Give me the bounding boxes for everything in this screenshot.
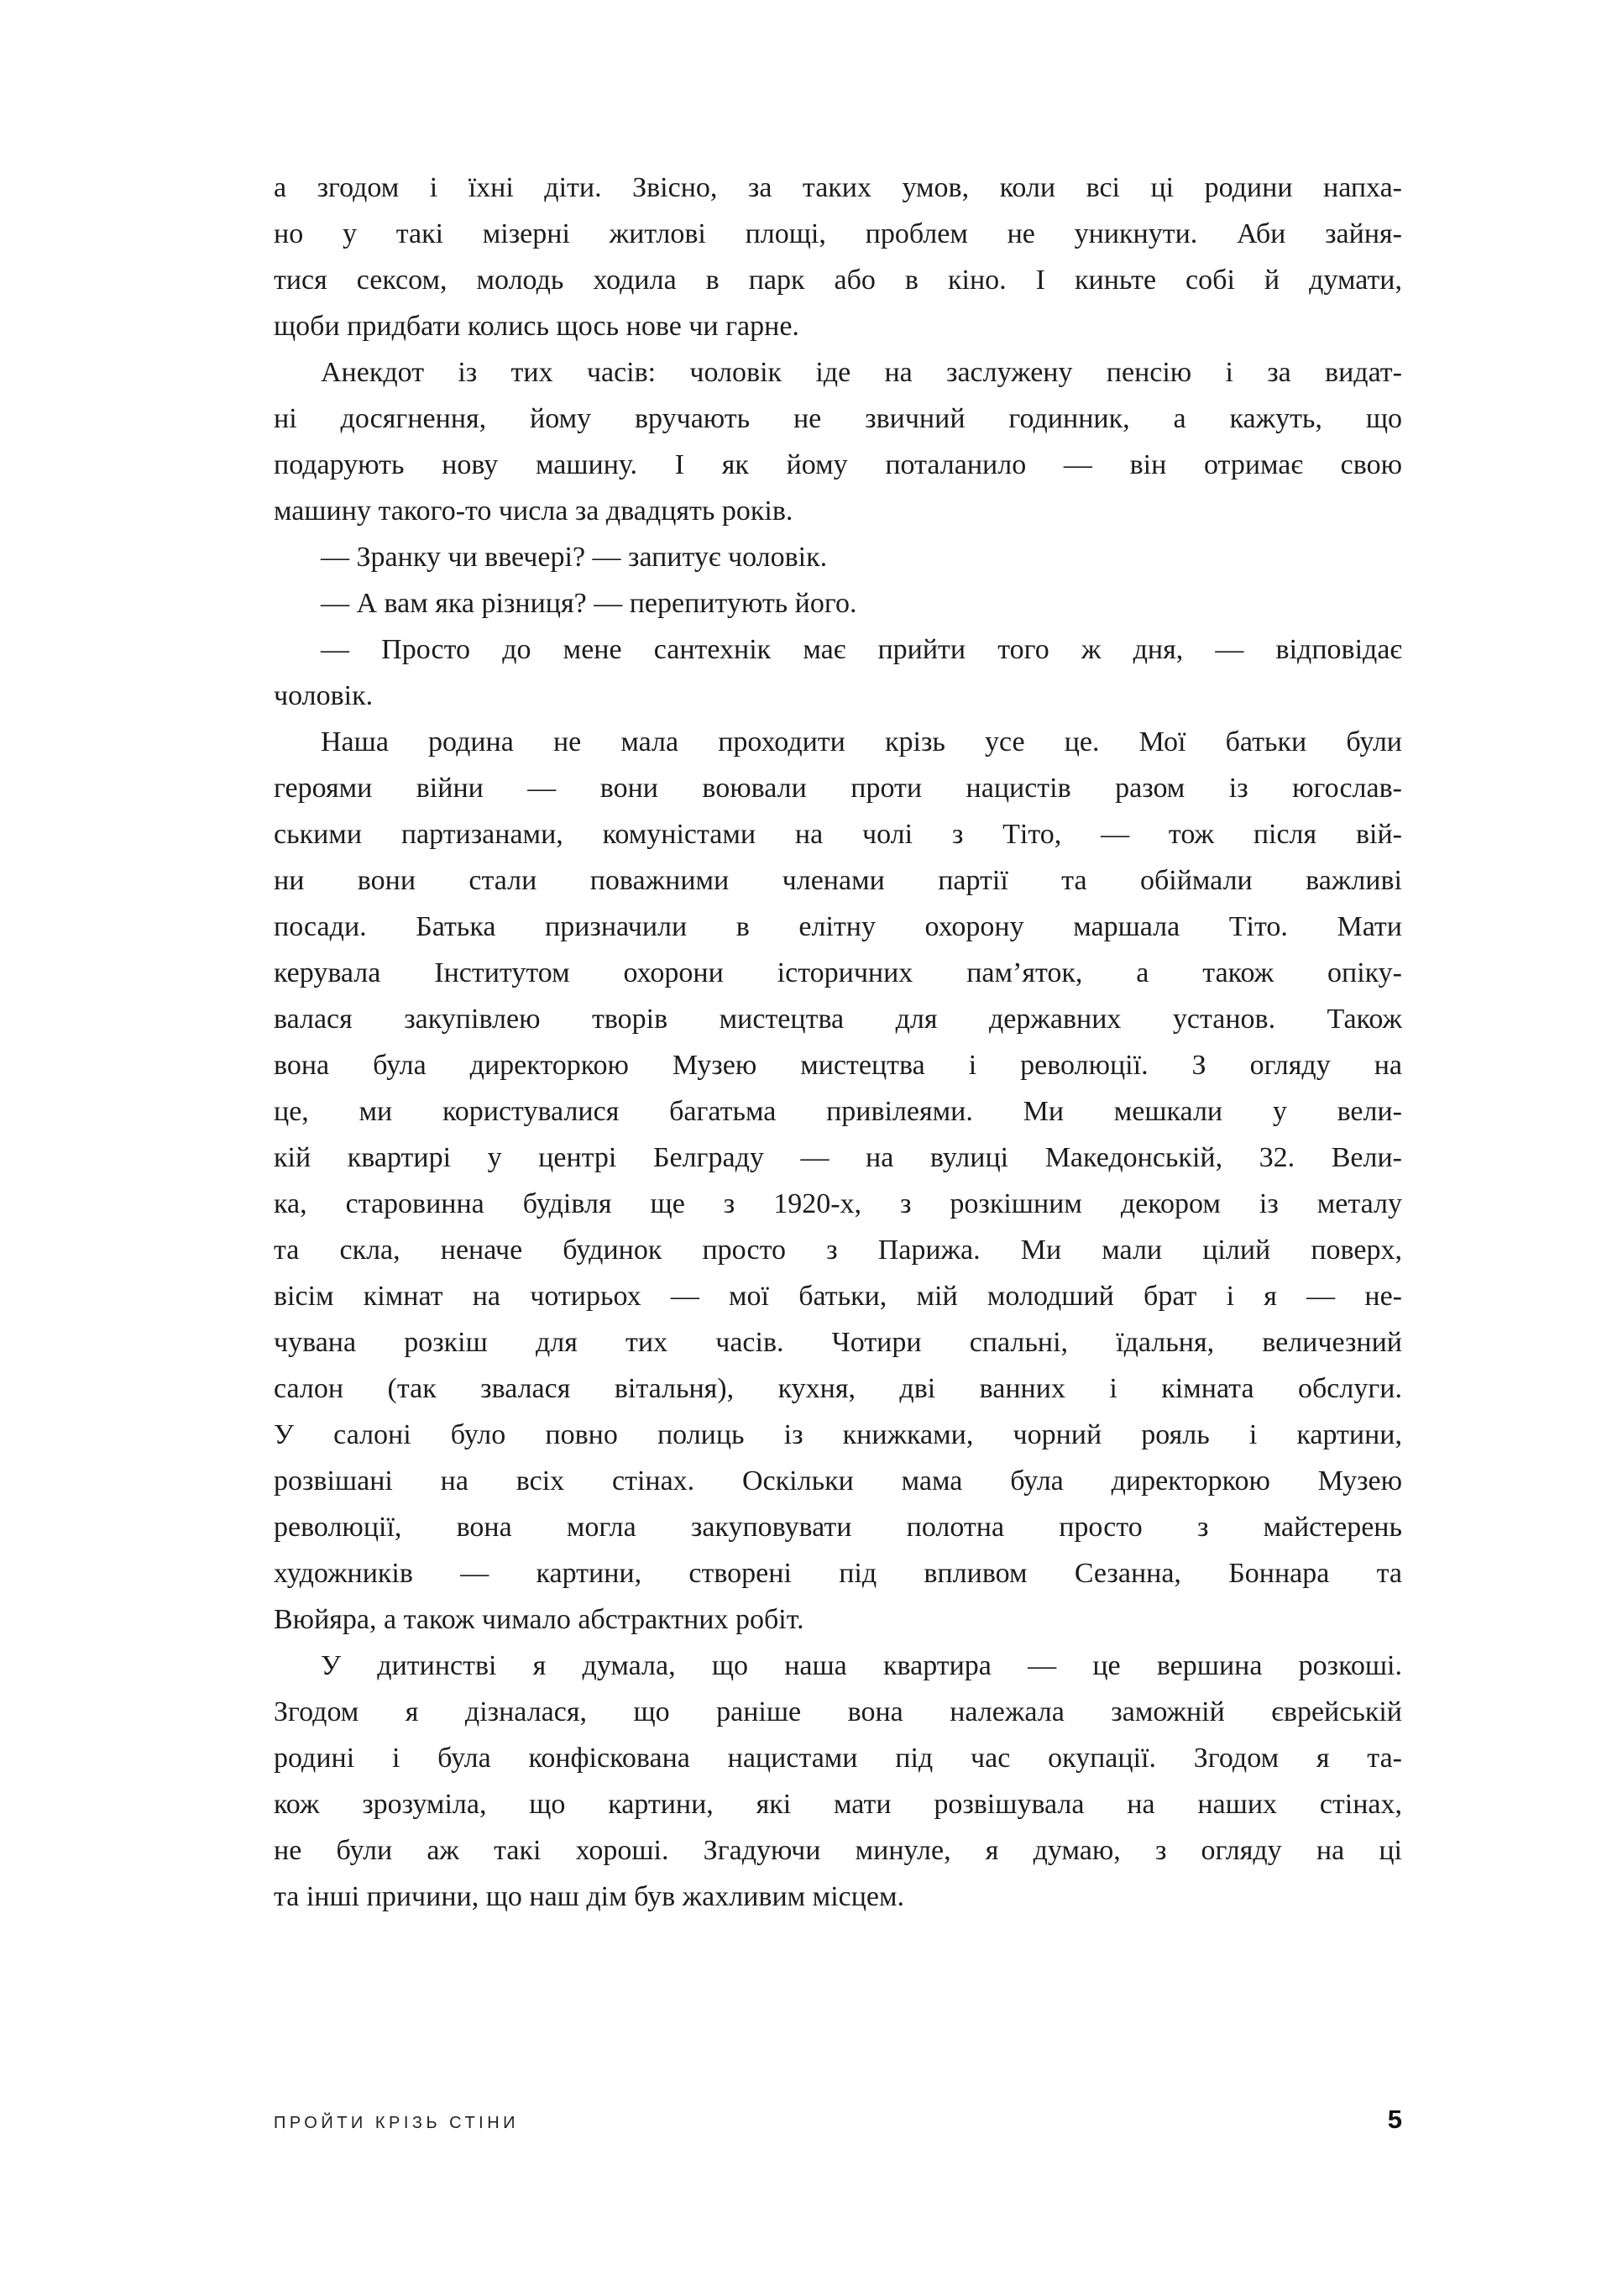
text-line: а згодом і їхні діти. Звісно, за таких умов, коли всі ці родини напха- (274, 172, 1402, 203)
paragraph (274, 1643, 1402, 1920)
text-line: революції, вона могла закуповувати полотна просто з майстерень (274, 1512, 1402, 1543)
text-line: родині і була конфіскована нацистами під час окупації. Згодом я та- (274, 1743, 1402, 1774)
paragraph (274, 534, 1402, 580)
text-line: У дитинстві я думала, що наша квартира — це вершина розкоші. (321, 1650, 1402, 1681)
text-line: вона була директоркою Музею мистецтва і революції. З огляду на (274, 1050, 1402, 1081)
text-line: не були аж такі хороші. Згадуючи минуле, я думаю, з огляду на ці (274, 1835, 1402, 1866)
text-line: кож зрозуміла, що картини, які мати розвішувала на наших стінах, (274, 1789, 1402, 1820)
text-line: — А вам яка різниця? — перепитують його. (321, 588, 857, 619)
text-line: щоби придбати колись щось нове чи гарне. (274, 311, 799, 342)
paragraph (274, 165, 1402, 349)
text-line: керувала Інститутом охорони історичних пам’яток, а також опіку- (274, 957, 1402, 988)
text-line: — Просто до мене сантехнік має прийти того ж дня, — відповідає (321, 634, 1402, 665)
text-line: розвішані на всіх стінах. Оскільки мама була директоркою Музею (274, 1465, 1402, 1497)
paragraph (274, 626, 1402, 719)
text-line: Згодом я дізналася, що раніше вона належала заможній єврейській (274, 1696, 1402, 1727)
text-line: валася закупівлею творів мистецтва для державних установ. Також (274, 1004, 1402, 1035)
text-line: ни вони стали поважними членами партії та обіймали важливі (274, 865, 1402, 896)
text-line: чоловік. (274, 680, 374, 711)
page-number: 5 (1387, 2105, 1402, 2134)
text-line: чувана розкіш для тих часів. Чотири спальні, їдальня, величезний (274, 1327, 1402, 1358)
text-line: У салоні було повно полиць із книжками, чорний рояль і картини, (274, 1419, 1402, 1450)
running-footer-title: ПРОЙТИ КРІЗЬ СТІНИ (274, 2114, 520, 2132)
text-line: посади. Батька призначили в елітну охорону маршала Тіто. Мати (274, 911, 1402, 942)
text-line: це, ми користувалися багатьма привілеями. Ми мешкали у вели- (274, 1096, 1402, 1127)
text-line: ні досягнення, йому вручають не звичний годинник, а кажуть, що (274, 403, 1402, 434)
text-line: Вюйяра, а також чимало абстрактних робіт. (274, 1604, 804, 1635)
paragraph (274, 580, 1402, 626)
paragraph (274, 719, 1402, 1643)
text-line: Анекдот із тих часів: чоловік іде на заслужену пенсію і за видат- (321, 357, 1402, 388)
text-line: ка, старовинна будівля ще з 1920-х, з розкішним декором із металу (274, 1188, 1402, 1219)
text-line: Наша родина не мала проходити крізь усе це. Мої батьки були (321, 726, 1402, 757)
text-line: та скла, неначе будинок просто з Парижа. Ми мали цілий поверх, (274, 1234, 1402, 1266)
page-footer (274, 2105, 1402, 2135)
text-line: тися сексом, молодь ходила в парк або в кіно. І киньте собі й думати, (274, 265, 1402, 296)
text-line: — Зранку чи ввечері? — запитує чоловік. (321, 542, 828, 573)
text-line: художників — картини, створені під впливом Сезанна, Боннара та (274, 1558, 1402, 1589)
text-line: кій квартирі у центрі Белграду — на вулиці Македонській, 32. Вели- (274, 1142, 1402, 1173)
text-line: подарують нову машину. І як йому поталанило — він отримає свою (274, 449, 1402, 480)
text-line: ськими партизанами, комуністами на чолі з Тіто, — тож після вій- (274, 819, 1402, 850)
text-line: но у такі мізерні житлові площі, проблем не уникнути. Аби зайня- (274, 218, 1402, 249)
text-line: героями війни — вони воювали проти нацистів разом із югослав- (274, 773, 1402, 804)
text-line: вісім кімнат на чотирьох — мої батьки, мій молодший брат і я — не- (274, 1281, 1402, 1312)
paragraph (274, 349, 1402, 534)
text-line: салон (так звалася вітальня), кухня, дві ванних і кімната обслуги. (274, 1373, 1402, 1404)
text-line: машину такого-то числа за двадцять років. (274, 495, 793, 527)
text-line: та інші причини, що наш дім був жахливим місцем. (274, 1881, 905, 1912)
body-text (274, 165, 1402, 1920)
